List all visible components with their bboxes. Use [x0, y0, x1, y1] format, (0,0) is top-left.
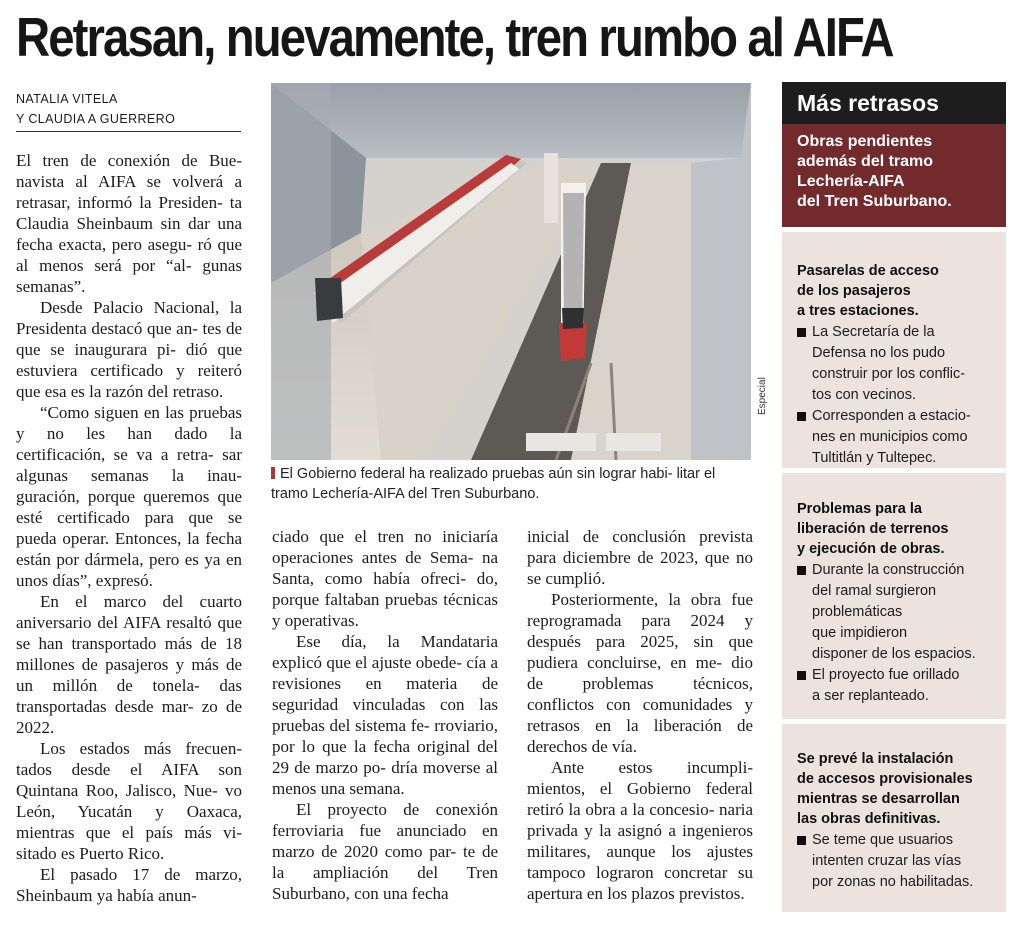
caption-text: El Gobierno federal ha realizado pruebas aún sin lograr habi- litar el tramo Lechería-AIFA del Tren Suburbano. [271, 466, 716, 502]
sidebar-mas-retrasos [782, 82, 1006, 919]
sidebar-section-problemas [782, 473, 1006, 719]
paragraph: ciado que el tren no iniciaría operaciones antes de Sema- na Santa, como había ofreci- do, porque faltaban pruebas técnicas y operativas. [272, 527, 498, 630]
bullet-line: a ser replanteado. [812, 688, 929, 704]
section-title-line: de los pasajeros [797, 283, 911, 299]
sidebar-title: Más retrasos [782, 82, 1006, 124]
photo-credit: Especial [757, 377, 768, 415]
paragraph: inicial de conclusión prevista para diciembre de 2023, que no se cumplió. [527, 527, 753, 588]
section-title [797, 749, 994, 829]
sidebar-subtitle [782, 124, 1006, 227]
paragraph: Ante estos incumpli- mientos, el Gobierno federal retiró la obra a la concesio- naria privada y la asignó a ingenieros militares, aunque los ajustes tampoco lograron concretar su apertura en los plazos previstos. [527, 758, 753, 903]
section-title [797, 261, 994, 321]
section-title-line: Problemas para la [797, 501, 922, 517]
section-title-line: mientras se desarrollan [797, 791, 960, 807]
bullet-line: intenten cruzar las vías [812, 853, 962, 869]
byline [16, 89, 241, 132]
paragraph: Ese día, la Mandataria explicó que el ajuste obede- cía a revisiones en materia de seguridad vinculadas con las pruebas del sistema fe- rroviario, por lo que la fecha original del 29 de marzo po- dría moverse al menos una semana. [272, 632, 498, 798]
section-title-line: Se prevé la instalación [797, 751, 954, 767]
bullet-item [797, 665, 994, 707]
bullet-square-icon [797, 328, 806, 337]
bullet-line: La Secretaría de la [812, 324, 935, 340]
subtitle-line: además del tramo [797, 153, 934, 170]
paragraph: Posteriormente, la obra fue reprogramada para 2024 y después para 2025, sin que pudiera concluirse, en me- dio de problemas técnicos, conflictos con comunidades y retrasos en la liberación de derechos de vía. [527, 590, 753, 756]
bullet-item [797, 560, 994, 665]
paragraph: El pasado 17 de marzo, Sheinbaum ya había anun- [16, 865, 242, 905]
bullet-line: problemáticas [812, 604, 903, 620]
bullet-line: Defensa no los pudo [812, 345, 946, 361]
section-title-line: a tres estaciones. [797, 303, 919, 319]
section-title-line: liberación de terrenos [797, 521, 949, 537]
paragraph: “Como siguen en las pruebas y no les han dado la certificación, se va a retra- sar algunas semanas la inau- guración, porque queremos que esté certificado para que se pueda operar. Entonces, la fecha están por dármela, pero es ya en unos días”, expresó. [16, 403, 242, 590]
subtitle-line: Lechería-AIFA [797, 173, 905, 190]
bullet-line: construir por los conflic- [812, 366, 966, 382]
bullet-line: tos con vecinos. [812, 387, 916, 403]
subtitle-line: del Tren Suburbano. [797, 193, 952, 210]
train-station-illustration [271, 83, 751, 460]
bullet-line: Durante la construcción [812, 562, 965, 578]
paragraph: En el marco del cuarto aniversario del AIFA resaltó que se han transportado más de 18 millones de pasajeros y más de un millón de tonela- das transportadas desde mar- zo de 2022. [16, 592, 242, 737]
byline-author-2: Y CLAUDIA A GUERRERO [16, 112, 176, 126]
bullet-line: Se teme que usuarios [812, 832, 954, 848]
bullet-line: nes en municipios como [812, 429, 968, 445]
bullet-item [797, 406, 994, 469]
caption-marker [271, 467, 275, 479]
article-column-3 [527, 526, 753, 904]
bullet-square-icon [797, 836, 806, 845]
bullet-line: El proyecto fue orillado [812, 667, 960, 683]
section-title-line: Pasarelas de acceso [797, 263, 939, 279]
article-column-2 [272, 526, 498, 904]
paragraph: Los estados más frecuen- tados desde el AIFA son Quintana Roo, Jalisco, Nue- vo León, Yucatán y Oaxaca, mientras que el país más vi- sitado es Puerto Rico. [16, 739, 242, 863]
section-title-line: de accesos provisionales [797, 771, 973, 787]
paragraph: El tren de conexión de Bue- navista al AIFA se volverá a retrasar, informó la Presiden- ta Claudia Sheinbaum sin dar una fecha exacta, pero asegu- ró que al menos será por “al- gunas semanas”. [16, 151, 242, 296]
section-title-line: las obras definitivas. [797, 811, 941, 827]
bullet-line: Corresponden a estacio- [812, 408, 971, 424]
train-station-photo [271, 83, 751, 460]
byline-author-1: NATALIA VITELA [16, 92, 118, 106]
bullet-square-icon [797, 566, 806, 575]
section-title [797, 499, 994, 559]
article-column-1 [16, 150, 242, 906]
bullet-line: disponer de los espacios. [812, 646, 976, 662]
bullet-item [797, 830, 994, 893]
subtitle-line: Obras pendientes [797, 133, 933, 150]
bullet-line: Tultitlán y Tultepec. [812, 450, 937, 466]
headline: Retrasan, nuevamente, tren rumbo al AIFA [16, 6, 893, 68]
sidebar-section-accesos [782, 724, 1006, 912]
photo-caption [271, 464, 753, 504]
bullet-line: que impidieron [812, 625, 908, 641]
bullet-line: del ramal surgieron [812, 583, 937, 599]
section-title-line: y ejecución de obras. [797, 541, 945, 557]
bullet-line: por zonas no habilitadas. [812, 874, 974, 890]
paragraph: Desde Palacio Nacional, la Presidenta destacó que an- tes de que se inaugurara pi- dió que estuviera certificado y reiteró que esa es la razón del retraso. [16, 298, 242, 401]
bullet-square-icon [797, 412, 806, 421]
bullet-square-icon [797, 671, 806, 680]
sidebar-section-pasarelas [782, 232, 1006, 468]
paragraph: El proyecto de conexión ferroviaria fue anunciado en marzo de 2020 como par- te de la ampliación del Tren Suburbano, con una fecha [272, 800, 498, 903]
bullet-item [797, 322, 994, 406]
